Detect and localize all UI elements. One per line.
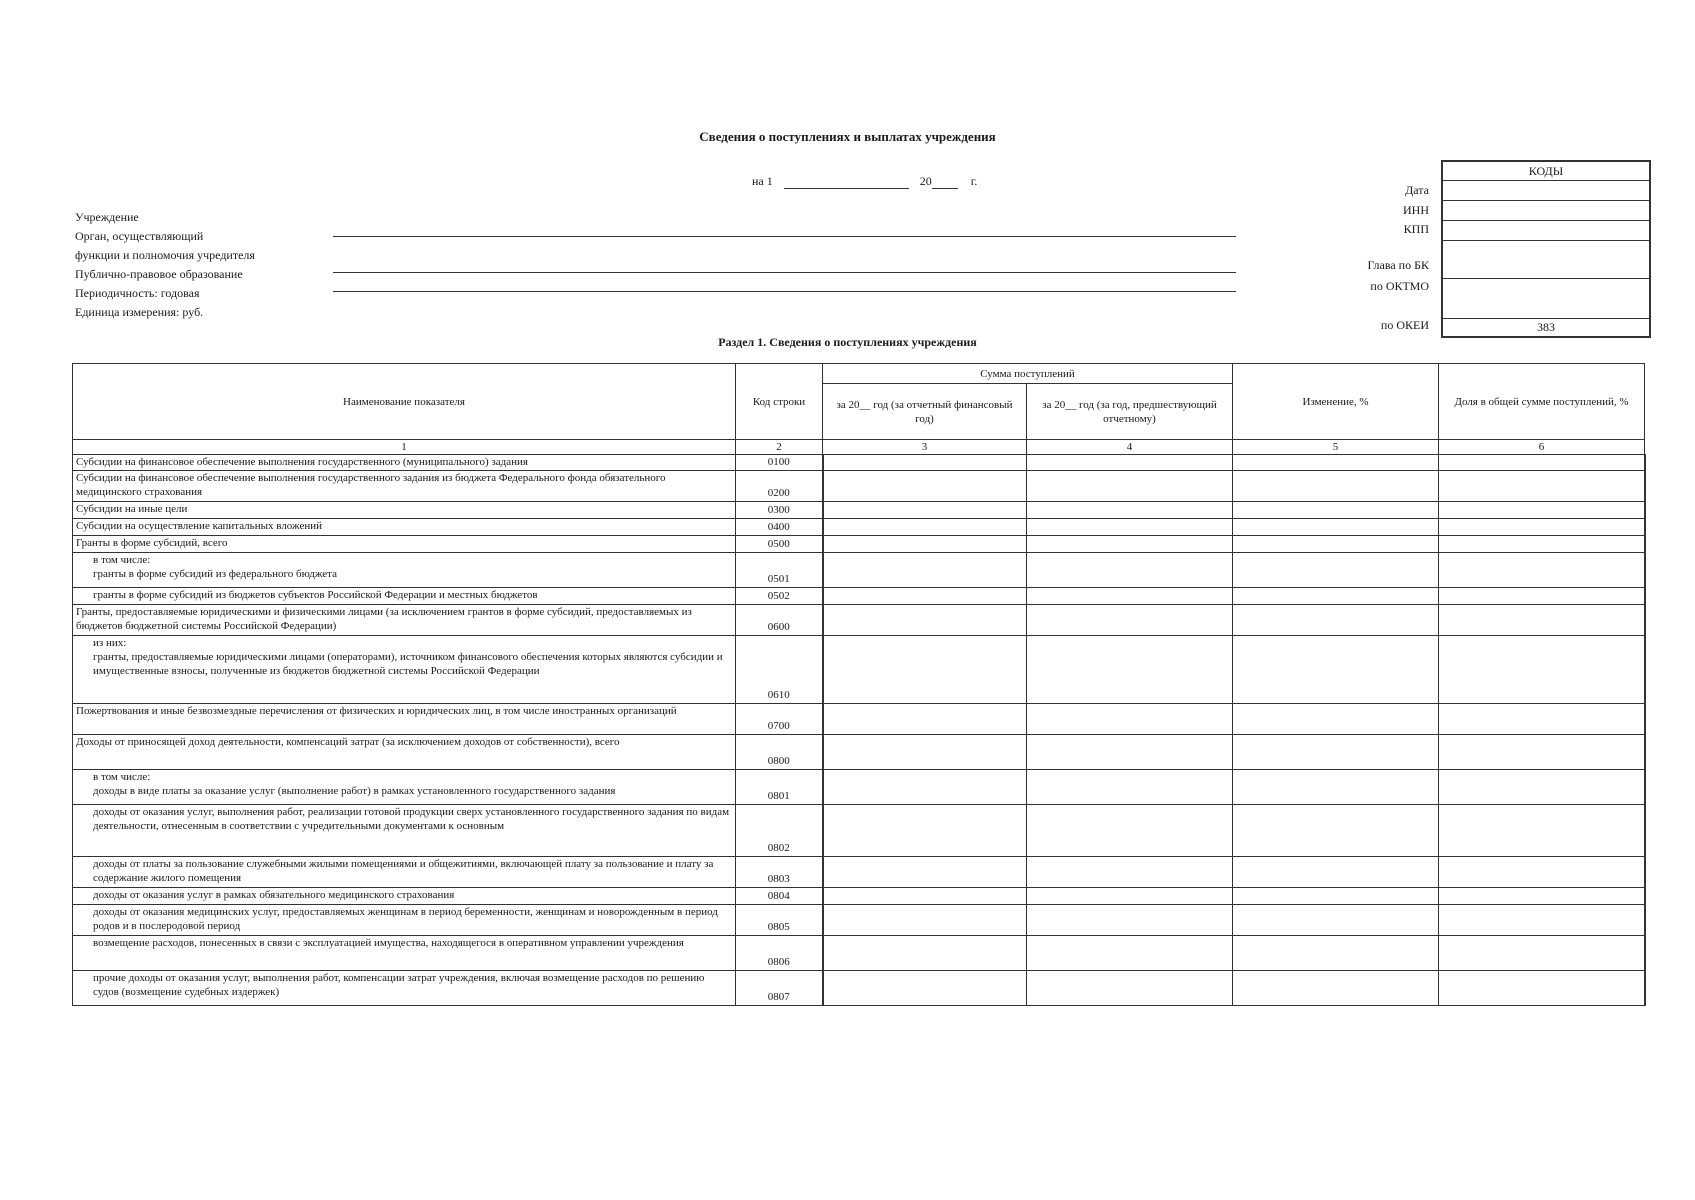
current-value-cell[interactable] — [823, 936, 1027, 971]
section-title: Раздел 1. Сведения о поступлениях учреждения — [718, 335, 977, 349]
row-name: в том числе: гранты в форме субсидий из федерального бюджета — [73, 553, 736, 588]
row-name: из них: гранты, предоставляемые юридическими лицами (операторами), источником финансового обеспечения которых являются субсидии и имущественные взносы, полученные из бюджетов бюджетной системы Российской Федерации — [73, 636, 736, 704]
column-number: 4 — [1027, 440, 1233, 455]
change-value-cell[interactable] — [1233, 502, 1439, 519]
public-entity-label: Публично-правовое образование — [75, 267, 243, 281]
row-name: доходы от платы за пользование служебными жилыми помещениями и общежитиями, включающей плату за пользование и плату за содержание жилого помещения — [73, 857, 736, 888]
share-value-cell[interactable] — [1439, 636, 1645, 704]
change-value-cell[interactable] — [1233, 704, 1439, 735]
change-value-cell[interactable] — [1233, 735, 1439, 770]
share-value-cell[interactable] — [1439, 888, 1645, 905]
table-row — [73, 857, 1645, 888]
share-value-cell[interactable] — [1439, 704, 1645, 735]
previous-value-cell[interactable] — [1027, 936, 1233, 971]
unit-label: Единица измерения: руб. — [75, 305, 204, 319]
share-value-cell[interactable] — [1439, 735, 1645, 770]
previous-value-cell[interactable] — [1027, 735, 1233, 770]
table-row — [73, 936, 1645, 971]
share-value-cell[interactable] — [1439, 936, 1645, 971]
row-code: 0802 — [736, 805, 823, 857]
institution-field-line[interactable] — [333, 236, 1236, 237]
row-code: 0600 — [736, 605, 823, 636]
row-name: возмещение расходов, понесенных в связи с эксплуатацией имущества, находящегося в оперативном управлении учреждения — [73, 936, 736, 971]
share-value-cell[interactable] — [1439, 455, 1645, 471]
current-value-cell[interactable] — [823, 888, 1027, 905]
table-row — [73, 735, 1645, 770]
day-month-field[interactable] — [784, 176, 909, 189]
header-labels — [75, 208, 255, 322]
row-code: 0800 — [736, 735, 823, 770]
header-share: Доля в общей сумме поступлений, % — [1439, 364, 1645, 440]
previous-value-cell[interactable] — [1027, 857, 1233, 888]
row-code: 0801 — [736, 770, 823, 805]
current-value-cell[interactable] — [823, 502, 1027, 519]
column-number: 2 — [736, 440, 823, 455]
change-value-cell[interactable] — [1233, 888, 1439, 905]
current-value-cell[interactable] — [823, 636, 1027, 704]
column-number: 5 — [1233, 440, 1439, 455]
row-code: 0502 — [736, 588, 823, 605]
previous-value-cell[interactable] — [1027, 536, 1233, 553]
share-value-cell[interactable] — [1439, 519, 1645, 536]
founder-label-line1: Орган, осуществляющий — [75, 229, 204, 243]
row-name: гранты в форме субсидий из бюджетов субъектов Российской Федерации и местных бюджетов — [73, 588, 736, 605]
table-row — [73, 502, 1645, 519]
column-numbers-row — [73, 440, 1645, 455]
table-row — [73, 704, 1645, 735]
header-name: Наименование показателя — [73, 364, 736, 440]
current-value-cell[interactable] — [823, 905, 1027, 936]
row-name: доходы от оказания услуг, выполнения работ, реализации готовой продукции сверх установленного государственного задания по видам деятельности, отнесенным в соответствии с учредительными документами к основным — [73, 805, 736, 857]
date-code-cell[interactable] — [1443, 180, 1649, 200]
previous-value-cell[interactable] — [1027, 636, 1233, 704]
change-value-cell[interactable] — [1233, 536, 1439, 553]
current-value-cell[interactable] — [823, 588, 1027, 605]
change-value-cell[interactable] — [1233, 857, 1439, 888]
change-value-cell[interactable] — [1233, 936, 1439, 971]
row-name: Гранты в форме субсидий, всего — [73, 536, 736, 553]
okei-code-cell: 383 — [1443, 318, 1649, 336]
row-name: прочие доходы от оказания услуг, выполнения работ, компенсации затрат учреждения, включая возмещение расходов по решению судов (возмещение судебных издержек) — [73, 971, 736, 1006]
current-value-cell[interactable] — [823, 805, 1027, 857]
share-value-cell[interactable] — [1439, 588, 1645, 605]
date-prefix: на 1 — [752, 174, 773, 188]
okei-code-label: по ОКЕИ — [1380, 318, 1429, 332]
row-name: Пожертвования и иные безвозмездные перечисления от физических и юридических лиц, в том числе иностранных организаций — [73, 704, 736, 735]
table-row — [73, 605, 1645, 636]
year-suffix: г. — [970, 174, 978, 188]
table-row — [73, 888, 1645, 905]
receipts-table — [72, 363, 1646, 1006]
row-name: Субсидии на иные цели — [73, 502, 736, 519]
table-row — [73, 588, 1645, 605]
current-value-cell[interactable] — [823, 770, 1027, 805]
oktmo-code-label: по ОКТМО — [1370, 279, 1429, 293]
header-sum-group: Сумма поступлений — [823, 364, 1233, 384]
table-row — [73, 805, 1645, 857]
row-code: 0501 — [736, 553, 823, 588]
year-field[interactable] — [932, 176, 958, 189]
column-number: 6 — [1439, 440, 1645, 455]
glava-code-label: Глава по БК — [1367, 258, 1429, 272]
header-current-year: за 20__ год (за отчетный финансовый год) — [823, 384, 1027, 440]
table-body — [73, 455, 1645, 1006]
row-code: 0804 — [736, 888, 823, 905]
current-value-cell[interactable] — [823, 971, 1027, 1006]
share-value-cell[interactable] — [1439, 857, 1645, 888]
share-value-cell[interactable] — [1439, 805, 1645, 857]
founder-label-line2: функции и полномочия учредителя — [75, 248, 255, 262]
change-value-cell[interactable] — [1233, 605, 1439, 636]
change-value-cell[interactable] — [1233, 805, 1439, 857]
previous-value-cell[interactable] — [1027, 805, 1233, 857]
previous-value-cell[interactable] — [1027, 905, 1233, 936]
previous-value-cell[interactable] — [1027, 888, 1233, 905]
current-value-cell[interactable] — [823, 605, 1027, 636]
previous-value-cell[interactable] — [1027, 471, 1233, 502]
row-name: Субсидии на финансовое обеспечение выполнения государственного задания из бюджета Федерального фонда обязательного медицинского страхования — [73, 471, 736, 502]
current-value-cell[interactable] — [823, 536, 1027, 553]
current-value-cell[interactable] — [823, 471, 1027, 502]
oktmo-code-cell[interactable] — [1443, 278, 1649, 318]
row-code: 0803 — [736, 857, 823, 888]
table-row — [73, 536, 1645, 553]
codes-box — [1441, 160, 1651, 338]
table-row — [73, 971, 1645, 1006]
report-date-line — [752, 174, 977, 189]
row-code: 0200 — [736, 471, 823, 502]
row-code: 0300 — [736, 502, 823, 519]
share-value-cell[interactable] — [1439, 536, 1645, 553]
share-value-cell[interactable] — [1439, 502, 1645, 519]
table-row — [73, 519, 1645, 536]
change-value-cell[interactable] — [1233, 455, 1439, 471]
table-row — [73, 471, 1645, 502]
share-value-cell[interactable] — [1439, 770, 1645, 805]
previous-value-cell[interactable] — [1027, 455, 1233, 471]
founder-field-line[interactable] — [333, 272, 1236, 273]
share-value-cell[interactable] — [1439, 471, 1645, 502]
row-name: доходы от оказания услуг в рамках обязательного медицинского страхования — [73, 888, 736, 905]
glava-code-cell[interactable] — [1443, 240, 1649, 278]
change-value-cell[interactable] — [1233, 471, 1439, 502]
previous-value-cell[interactable] — [1027, 704, 1233, 735]
kpp-code-label: КПП — [1403, 222, 1429, 236]
change-value-cell[interactable] — [1233, 519, 1439, 536]
row-code: 0700 — [736, 704, 823, 735]
header-previous-year: за 20__ год (за год, предшествующий отчетному) — [1027, 384, 1233, 440]
current-value-cell[interactable] — [823, 553, 1027, 588]
inn-code-cell[interactable] — [1443, 200, 1649, 220]
row-name: Субсидии на осуществление капитальных вложений — [73, 519, 736, 536]
current-value-cell[interactable] — [823, 857, 1027, 888]
header-change: Изменение, % — [1233, 364, 1439, 440]
current-value-cell[interactable] — [823, 704, 1027, 735]
row-code: 0807 — [736, 971, 823, 1006]
table-row — [73, 905, 1645, 936]
table-row — [73, 553, 1645, 588]
change-value-cell[interactable] — [1233, 905, 1439, 936]
row-name: в том числе: доходы в виде платы за оказание услуг (выполнение работ) в рамках установленного государственного задания — [73, 770, 736, 805]
previous-value-cell[interactable] — [1027, 971, 1233, 1006]
previous-value-cell[interactable] — [1027, 605, 1233, 636]
row-code: 0806 — [736, 936, 823, 971]
row-code: 0805 — [736, 905, 823, 936]
current-value-cell[interactable] — [823, 735, 1027, 770]
row-name: Субсидии на финансовое обеспечение выполнения государственного (муниципального) задания — [73, 455, 736, 471]
previous-value-cell[interactable] — [1027, 553, 1233, 588]
year-prefix: 20 — [919, 174, 932, 188]
periodicity-label: Периодичность: годовая — [75, 286, 200, 300]
public-entity-field-line[interactable] — [333, 291, 1236, 292]
row-code: 0400 — [736, 519, 823, 536]
change-value-cell[interactable] — [1233, 971, 1439, 1006]
document-title: Сведения о поступлениях и выплатах учреждения — [699, 129, 996, 144]
previous-value-cell[interactable] — [1027, 519, 1233, 536]
column-number: 3 — [823, 440, 1027, 455]
share-value-cell[interactable] — [1439, 553, 1645, 588]
column-number: 1 — [73, 440, 736, 455]
codes-heading: КОДЫ — [1528, 164, 1564, 178]
share-value-cell[interactable] — [1439, 905, 1645, 936]
share-value-cell[interactable] — [1439, 605, 1645, 636]
row-name: Доходы от приносящей доход деятельности, компенсаций затрат (за исключением доходов от собственности), всего — [73, 735, 736, 770]
row-code: 0500 — [736, 536, 823, 553]
row-code: 0100 — [736, 455, 823, 471]
previous-value-cell[interactable] — [1027, 502, 1233, 519]
row-name: Гранты, предоставляемые юридическими и физическими лицами (за исключением грантов в форме субсидий, предоставляемых из бюджетов бюджетной системы Российской Федерации) — [73, 605, 736, 636]
header-code: Код строки — [736, 364, 823, 440]
inn-code-label: ИНН — [1403, 203, 1429, 217]
table-row — [73, 636, 1645, 704]
row-name: доходы от оказания медицинских услуг, предоставляемых женщинам в период беременности, женщинам и новорожденным в период родов и в послеродовой период — [73, 905, 736, 936]
kpp-code-cell[interactable] — [1443, 220, 1649, 240]
change-value-cell[interactable] — [1233, 553, 1439, 588]
previous-value-cell[interactable] — [1027, 588, 1233, 605]
date-code-label: Дата — [1405, 183, 1429, 197]
row-code: 0610 — [736, 636, 823, 704]
change-value-cell[interactable] — [1233, 588, 1439, 605]
change-value-cell[interactable] — [1233, 636, 1439, 704]
table-row — [73, 455, 1645, 471]
change-value-cell[interactable] — [1233, 770, 1439, 805]
previous-value-cell[interactable] — [1027, 770, 1233, 805]
current-value-cell[interactable] — [823, 455, 1027, 471]
share-value-cell[interactable] — [1439, 971, 1645, 1006]
institution-label: Учреждение — [75, 210, 139, 224]
table-row — [73, 770, 1645, 805]
current-value-cell[interactable] — [823, 519, 1027, 536]
